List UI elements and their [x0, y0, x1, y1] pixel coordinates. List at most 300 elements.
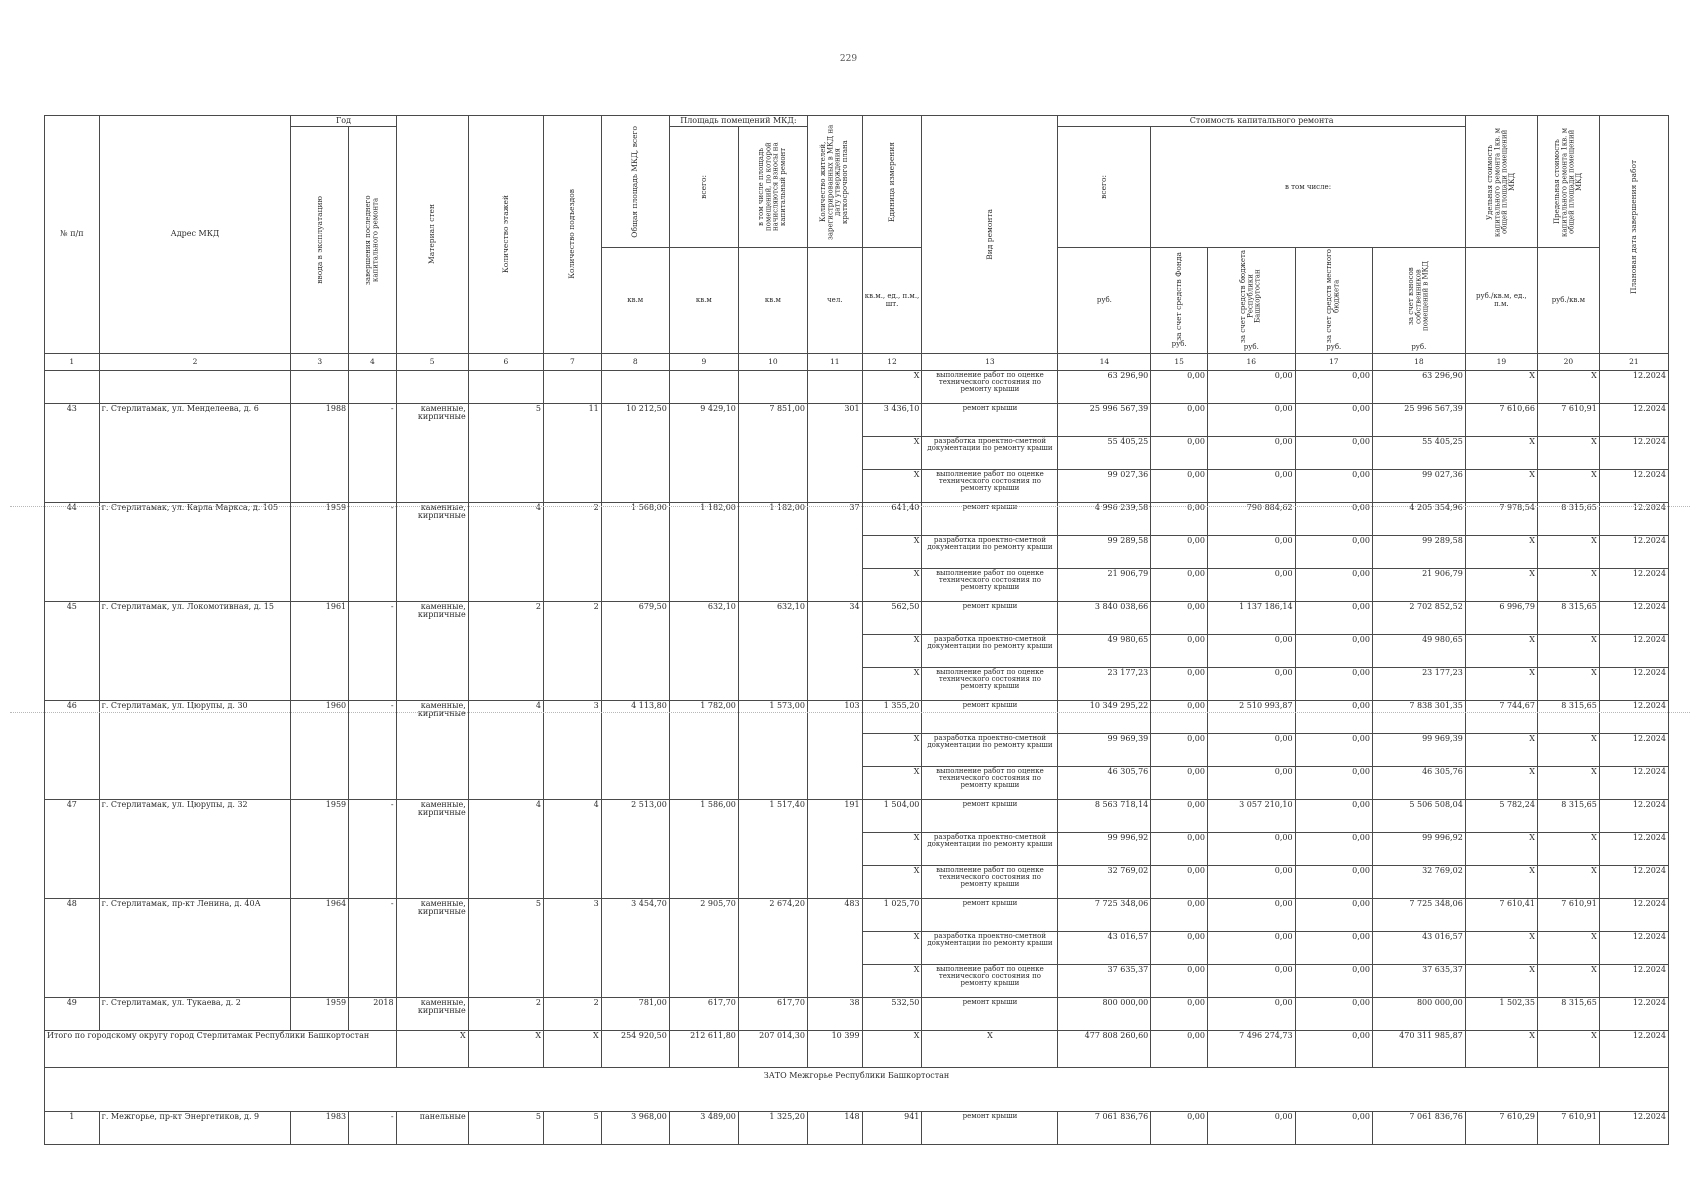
section-title-cell: ЗАТО Межгорье Республики Башкортостан: [45, 1067, 1669, 1111]
deadline-cell: 12.2024: [1599, 370, 1668, 403]
th-residents: Количество жителей, зарегистрированных в МКД на дату утверждения краткосрочного плана: [807, 116, 862, 248]
unit-cell: X: [862, 535, 922, 568]
limit-cost-cell: 8 315,65: [1537, 601, 1599, 634]
cost-fund-cell: 0,00: [1151, 766, 1208, 799]
cost-fund-cell: 0,00: [1151, 997, 1208, 1030]
specific-cost-cell: 7 978,54: [1465, 502, 1537, 535]
deadline-cell: 12.2024: [1599, 469, 1668, 502]
unit-cell: X: [862, 667, 922, 700]
limit-cost-cell: X: [1537, 733, 1599, 766]
total-area-cell: 10 212,50: [601, 403, 669, 502]
residents-cell: 34: [807, 601, 862, 700]
address-cell: г. Стерлитамак, ул. Менделеева, д. 6: [99, 403, 291, 502]
unit-total-area: кв.м: [601, 248, 669, 353]
total-area-cell: 4 113,80: [601, 700, 669, 799]
work-type-cell: выполнение работ по оценке технического состояния по ремонту крыши: [922, 469, 1058, 502]
deadline-cell: 12.2024: [1599, 832, 1668, 865]
cost-owners-cell: 800 000,00: [1372, 997, 1465, 1030]
cost-republic-cell: 0,00: [1207, 535, 1295, 568]
cost-fund-cell: 0,00: [1151, 799, 1208, 832]
residents-cell: 483: [807, 898, 862, 997]
cost-fund-cell: 0,00: [1151, 403, 1208, 436]
th-unit: Единица измерения: [862, 116, 922, 248]
cost-local-cell: 0,00: [1295, 535, 1372, 568]
column-number-cell: 8: [601, 353, 669, 370]
year-built-cell: 1964: [291, 898, 349, 997]
residents-cell: 148: [807, 1111, 862, 1144]
column-number-cell: 17: [1295, 353, 1372, 370]
column-number-cell: 7: [544, 353, 602, 370]
cost-total-cell: 4 996 239,58: [1058, 502, 1151, 535]
specific-cost-cell: X: [1465, 832, 1537, 865]
work-type-cell: ремонт крыши: [922, 799, 1058, 832]
table-row: [45, 997, 1669, 1030]
table-row: [45, 898, 1669, 931]
row-number-cell: 48: [45, 898, 100, 997]
specific-cost-cell: X: [1465, 436, 1537, 469]
work-type-cell: выполнение работ по оценке технического состояния по ремонту крыши: [922, 766, 1058, 799]
entrances-cell: 3: [544, 898, 602, 997]
address-cell: г. Стерлитамак, ул. Тукаева, д. 2: [99, 997, 291, 1030]
deadline-cell: 12.2024: [1599, 502, 1668, 535]
floors-cell: 2: [468, 997, 543, 1030]
cost-local-cell: 0,00: [1295, 502, 1372, 535]
th-limit-cost: Предельная стоимость капитального ремонта 1кв. м общей площади помещений МКД: [1537, 116, 1599, 248]
cost-local-cell: 0,00: [1295, 370, 1372, 403]
empty-cell: [544, 370, 602, 403]
total-area-cell: 3 968,00: [601, 1111, 669, 1144]
limit-cost-cell: X: [1537, 865, 1599, 898]
unit-unit: кв.м., ед., п.м., шт.: [862, 248, 922, 353]
work-type-cell: ремонт крыши: [922, 997, 1058, 1030]
specific-cost-cell: X: [1465, 469, 1537, 502]
unit-cell: 1 355,20: [862, 700, 922, 733]
unit-cell: 641,40: [862, 502, 922, 535]
cost-local-cell: 0,00: [1295, 700, 1372, 733]
table-row: [45, 700, 1669, 733]
cost-republic-cell: 0,00: [1207, 865, 1295, 898]
cost-total-cell: 8 563 718,14: [1058, 799, 1151, 832]
cost-total-cell: 7 061 836,76: [1058, 1111, 1151, 1144]
specific-cost-cell: X: [1465, 634, 1537, 667]
unit-cell: 1 504,00: [862, 799, 922, 832]
column-number-cell: 16: [1207, 353, 1295, 370]
limit-cost-cell: 7 610,91: [1537, 1111, 1599, 1144]
table-row: [45, 370, 1669, 403]
year-built-cell: 1961: [291, 601, 349, 700]
row-number-cell: 47: [45, 799, 100, 898]
cost-total-cell: 99 289,58: [1058, 535, 1151, 568]
empty-cell: [291, 370, 349, 403]
deadline-cell: 12.2024: [1599, 766, 1668, 799]
limit-cost-cell: X: [1537, 568, 1599, 601]
year-built-cell: 1959: [291, 799, 349, 898]
entrances-cell: 2: [544, 502, 602, 601]
column-number-cell: 10: [738, 353, 807, 370]
address-cell: г. Стерлитамак, ул. Цюрупы, д. 30: [99, 700, 291, 799]
unit-cost-owners: за счет взносов собственников помещений в МКД руб.: [1372, 248, 1465, 353]
unit-specific: руб./кв.м, ед., п.м.: [1465, 248, 1537, 353]
year-repair-cell: -: [349, 799, 396, 898]
cost-owners-cell: 99 027,36: [1372, 469, 1465, 502]
cost-owners-cell: 7 061 836,76: [1372, 1111, 1465, 1144]
row-number-cell: 49: [45, 997, 100, 1030]
work-type-cell: выполнение работ по оценке технического состояния по ремонту крыши: [922, 964, 1058, 997]
total-x-cell: X: [544, 1030, 602, 1067]
cost-republic-cell: 0,00: [1207, 898, 1295, 931]
cost-total-cell: 10 349 295,22: [1058, 700, 1151, 733]
total-label-cell: Итого по городскому округу город Стерлитамак Республики Башкортостан: [45, 1030, 397, 1067]
work-type-cell: ремонт крыши: [922, 601, 1058, 634]
work-type-cell: выполнение работ по оценке технического состояния по ремонту крыши: [922, 865, 1058, 898]
work-type-cell: ремонт крыши: [922, 898, 1058, 931]
entrances-cell: 2: [544, 997, 602, 1030]
year-built-cell: 1960: [291, 700, 349, 799]
cost-owners-cell: 7 838 301,35: [1372, 700, 1465, 733]
rooms-area-cell: 632,10: [669, 601, 738, 700]
deadline-cell: 12.2024: [1599, 1111, 1668, 1144]
deadline-cell: 12.2024: [1599, 436, 1668, 469]
unit-rooms-owned: кв.м: [738, 248, 807, 353]
unit-cell: X: [862, 964, 922, 997]
work-type-cell: разработка проектно-сметной документации по ремонту крыши: [922, 436, 1058, 469]
unit-rooms-total: кв.м: [669, 248, 738, 353]
cost-local-cell: 0,00: [1295, 634, 1372, 667]
wall-material-cell: панельные: [396, 1111, 468, 1144]
th-deadline: Плановая дата завершения работ: [1599, 116, 1668, 354]
cost-fund-cell: 0,00: [1151, 535, 1208, 568]
cost-owners-cell: 25 996 567,39: [1372, 403, 1465, 436]
th-rooms-owned: в том числе площадь помещений, по которой начисляются взносы на капитальный ремонт: [738, 127, 807, 248]
total-limit-cell: X: [1537, 1030, 1599, 1067]
entrances-cell: 4: [544, 799, 602, 898]
column-number-cell: 9: [669, 353, 738, 370]
cost-republic-cell: 0,00: [1207, 964, 1295, 997]
cost-total-cell: 63 296,90: [1058, 370, 1151, 403]
cost-republic-cell: 2 510 993,87: [1207, 700, 1295, 733]
limit-cost-cell: X: [1537, 832, 1599, 865]
table-row: [45, 403, 1669, 436]
deadline-cell: 12.2024: [1599, 667, 1668, 700]
deadline-cell: 12.2024: [1599, 634, 1668, 667]
unit-cell: X: [862, 568, 922, 601]
unit-cell: 532,50: [862, 997, 922, 1030]
section-row: [45, 1067, 1669, 1111]
year-built-cell: 1988: [291, 403, 349, 502]
work-type-cell: выполнение работ по оценке технического состояния по ремонту крыши: [922, 370, 1058, 403]
cost-republic-cell: 0,00: [1207, 634, 1295, 667]
th-rooms-total: всего:: [669, 127, 738, 248]
th-cost-total: всего:: [1058, 127, 1151, 248]
table-row: [45, 1111, 1669, 1144]
table-row: [45, 502, 1669, 535]
cost-owners-cell: 99 996,92: [1372, 832, 1465, 865]
work-type-cell: ремонт крыши: [922, 700, 1058, 733]
unit-cost-republic: за счет средств бюджета Республики Башкортостан руб.: [1207, 248, 1295, 353]
unit-cell: X: [862, 766, 922, 799]
deadline-cell: 12.2024: [1599, 403, 1668, 436]
unit-cell: X: [862, 832, 922, 865]
total-fund-cell: 0,00: [1151, 1030, 1208, 1067]
deadline-cell: 12.2024: [1599, 997, 1668, 1030]
empty-cell: [396, 370, 468, 403]
capital-repair-table: [44, 115, 1669, 1145]
cost-republic-cell: 0,00: [1207, 403, 1295, 436]
total-area-cell: 679,50: [601, 601, 669, 700]
cost-local-cell: 0,00: [1295, 766, 1372, 799]
th-wall: Материал стен: [396, 116, 468, 354]
cost-local-cell: 0,00: [1295, 865, 1372, 898]
total-area-cell: 1 568,00: [601, 502, 669, 601]
cost-fund-cell: 0,00: [1151, 436, 1208, 469]
rooms-owned-area-cell: 1 325,20: [738, 1111, 807, 1144]
cost-republic-cell: 0,00: [1207, 766, 1295, 799]
limit-cost-cell: X: [1537, 964, 1599, 997]
table-body: [45, 370, 1669, 1144]
year-built-cell: 1983: [291, 1111, 349, 1144]
limit-cost-cell: X: [1537, 535, 1599, 568]
work-type-cell: разработка проектно-сметной документации по ремонту крыши: [922, 535, 1058, 568]
column-number-cell: 15: [1151, 353, 1208, 370]
year-repair-cell: 2018: [349, 997, 396, 1030]
floors-cell: 5: [468, 403, 543, 502]
total-deadline-cell: 12.2024: [1599, 1030, 1668, 1067]
cost-total-cell: 37 635,37: [1058, 964, 1151, 997]
limit-cost-cell: 8 315,65: [1537, 799, 1599, 832]
work-type-cell: ремонт крыши: [922, 1111, 1058, 1144]
unit-cell: 3 436,10: [862, 403, 922, 436]
cost-republic-cell: 1 137 186,14: [1207, 601, 1295, 634]
year-repair-cell: -: [349, 1111, 396, 1144]
limit-cost-cell: 8 315,65: [1537, 502, 1599, 535]
empty-cell: [669, 370, 738, 403]
limit-cost-cell: X: [1537, 436, 1599, 469]
deadline-cell: 12.2024: [1599, 568, 1668, 601]
page-number: 229: [839, 54, 858, 64]
unit-cell: 941: [862, 1111, 922, 1144]
specific-cost-cell: X: [1465, 370, 1537, 403]
wall-material-cell: каменные, кирпичные: [396, 403, 468, 502]
empty-cell: [468, 370, 543, 403]
cost-total-cell: 800 000,00: [1058, 997, 1151, 1030]
address-cell: г. Стерлитамак, ул. Карла Маркса, д. 105: [99, 502, 291, 601]
deadline-cell: 12.2024: [1599, 700, 1668, 733]
year-repair-cell: -: [349, 403, 396, 502]
specific-cost-cell: X: [1465, 733, 1537, 766]
cost-owners-cell: 21 906,79: [1372, 568, 1465, 601]
unit-cell: 562,50: [862, 601, 922, 634]
rooms-owned-area-cell: 617,70: [738, 997, 807, 1030]
th-group-cost: Стоимость капитального ремонта: [1058, 116, 1465, 127]
column-number-cell: 19: [1465, 353, 1537, 370]
cost-fund-cell: 0,00: [1151, 667, 1208, 700]
floors-cell: 5: [468, 898, 543, 997]
cost-owners-cell: 2 702 852,52: [1372, 601, 1465, 634]
work-type-cell: разработка проектно-сметной документации по ремонту крыши: [922, 931, 1058, 964]
cost-local-cell: 0,00: [1295, 964, 1372, 997]
wall-material-cell: каменные, кирпичные: [396, 898, 468, 997]
cost-fund-cell: 0,00: [1151, 733, 1208, 766]
cost-total-cell: 99 027,36: [1058, 469, 1151, 502]
wall-material-cell: каменные, кирпичные: [396, 601, 468, 700]
cost-owners-cell: 55 405,25: [1372, 436, 1465, 469]
cost-fund-cell: 0,00: [1151, 370, 1208, 403]
residents-cell: 38: [807, 997, 862, 1030]
column-number-cell: 4: [349, 353, 396, 370]
year-repair-cell: -: [349, 601, 396, 700]
address-cell: г. Межгорье, пр-кт Энергетиков, д. 9: [99, 1111, 291, 1144]
cost-republic-cell: 0,00: [1207, 931, 1295, 964]
cost-fund-cell: 0,00: [1151, 502, 1208, 535]
th-group-incl: в том числе:: [1151, 127, 1466, 248]
cost-fund-cell: 0,00: [1151, 964, 1208, 997]
table-row: [45, 601, 1669, 634]
cost-total-cell: 7 725 348,06: [1058, 898, 1151, 931]
residents-cell: 37: [807, 502, 862, 601]
wall-material-cell: каменные, кирпичные: [396, 502, 468, 601]
limit-cost-cell: 8 315,65: [1537, 997, 1599, 1030]
deadline-cell: 12.2024: [1599, 898, 1668, 931]
cost-fund-cell: 0,00: [1151, 1111, 1208, 1144]
row-number-cell: 46: [45, 700, 100, 799]
limit-cost-cell: X: [1537, 766, 1599, 799]
year-built-cell: 1959: [291, 502, 349, 601]
cost-total-cell: 55 405,25: [1058, 436, 1151, 469]
th-floors: Количество этажей: [468, 116, 543, 354]
cost-fund-cell: 0,00: [1151, 634, 1208, 667]
cost-local-cell: 0,00: [1295, 568, 1372, 601]
column-number-cell: 21: [1599, 353, 1668, 370]
row-number-cell: 44: [45, 502, 100, 601]
rooms-area-cell: 3 489,00: [669, 1111, 738, 1144]
entrances-cell: 2: [544, 601, 602, 700]
entrances-cell: 11: [544, 403, 602, 502]
cost-owners-cell: 7 725 348,06: [1372, 898, 1465, 931]
column-numbers-row: [45, 353, 1669, 370]
rooms-area-cell: 2 905,70: [669, 898, 738, 997]
specific-cost-cell: X: [1465, 931, 1537, 964]
cost-owners-cell: 46 305,76: [1372, 766, 1465, 799]
cost-owners-cell: 63 296,90: [1372, 370, 1465, 403]
total-work-cell: X: [922, 1030, 1058, 1067]
unit-cell: 1 025,70: [862, 898, 922, 931]
deadline-cell: 12.2024: [1599, 964, 1668, 997]
limit-cost-cell: X: [1537, 469, 1599, 502]
unit-residents: чел.: [807, 248, 862, 353]
total-specific-cell: X: [1465, 1030, 1537, 1067]
column-number-cell: 11: [807, 353, 862, 370]
entrances-cell: 5: [544, 1111, 602, 1144]
cost-fund-cell: 0,00: [1151, 469, 1208, 502]
column-number-cell: 6: [468, 353, 543, 370]
limit-cost-cell: 7 610,91: [1537, 403, 1599, 436]
row-number-cell: 1: [45, 1111, 100, 1144]
wall-material-cell: каменные, кирпичные: [396, 700, 468, 799]
work-type-cell: выполнение работ по оценке технического состояния по ремонту крыши: [922, 667, 1058, 700]
scan-artifact-line: [10, 506, 1690, 507]
unit-cost-local: за счет средств местного бюджета руб.: [1295, 248, 1372, 353]
table-row: [45, 799, 1669, 832]
column-number-cell: 14: [1058, 353, 1151, 370]
specific-cost-cell: X: [1465, 964, 1537, 997]
unit-cell: X: [862, 469, 922, 502]
scan-artifact-line: [10, 712, 1690, 713]
year-built-cell: 1959: [291, 997, 349, 1030]
cost-total-cell: 99 969,39: [1058, 733, 1151, 766]
cost-total-cell: 99 996,92: [1058, 832, 1151, 865]
cost-local-cell: 0,00: [1295, 931, 1372, 964]
wall-material-cell: каменные, кирпичные: [396, 997, 468, 1030]
unit-cell: X: [862, 931, 922, 964]
total-area-cell: 3 454,70: [601, 898, 669, 997]
column-number-cell: 20: [1537, 353, 1599, 370]
th-total-area: Общая площадь МКД, всего: [601, 116, 669, 248]
entrances-cell: 3: [544, 700, 602, 799]
specific-cost-cell: 7 744,67: [1465, 700, 1537, 733]
rooms-owned-area-cell: 632,10: [738, 601, 807, 700]
cost-local-cell: 0,00: [1295, 898, 1372, 931]
cost-local-cell: 0,00: [1295, 1111, 1372, 1144]
unit-cell: X: [862, 370, 922, 403]
work-type-cell: ремонт крыши: [922, 502, 1058, 535]
cost-fund-cell: 0,00: [1151, 832, 1208, 865]
cost-republic-cell: 0,00: [1207, 733, 1295, 766]
wall-material-cell: каменные, кирпичные: [396, 799, 468, 898]
specific-cost-cell: X: [1465, 766, 1537, 799]
cost-total-cell: 25 996 567,39: [1058, 403, 1151, 436]
total-area-cell: 2 513,00: [601, 799, 669, 898]
rooms-owned-area-cell: 2 674,20: [738, 898, 807, 997]
rooms-area-cell: 1 182,00: [669, 502, 738, 601]
work-type-cell: разработка проектно-сметной документации по ремонту крыши: [922, 733, 1058, 766]
cost-local-cell: 0,00: [1295, 436, 1372, 469]
floors-cell: 4: [468, 799, 543, 898]
address-cell: г. Стерлитамак, ул. Цюрупы, д. 32: [99, 799, 291, 898]
column-number-cell: 1: [45, 353, 100, 370]
deadline-cell: 12.2024: [1599, 601, 1668, 634]
cost-total-cell: 21 906,79: [1058, 568, 1151, 601]
column-number-cell: 18: [1372, 353, 1465, 370]
unit-cell: X: [862, 865, 922, 898]
work-type-cell: ремонт крыши: [922, 403, 1058, 436]
cost-owners-cell: 99 969,39: [1372, 733, 1465, 766]
row-number-cell: 45: [45, 601, 100, 700]
empty-cell: [45, 370, 100, 403]
total-x-cell: X: [396, 1030, 468, 1067]
cost-local-cell: 0,00: [1295, 469, 1372, 502]
th-commission: ввода в эксплуатацию: [291, 127, 349, 353]
cost-local-cell: 0,00: [1295, 667, 1372, 700]
cost-total-cell: 32 769,02: [1058, 865, 1151, 898]
unit-limit: руб./кв.м: [1537, 248, 1599, 353]
work-type-cell: выполнение работ по оценке технического состояния по ремонту крыши: [922, 568, 1058, 601]
cost-owners-cell: 32 769,02: [1372, 865, 1465, 898]
cost-republic-cell: 3 057 210,10: [1207, 799, 1295, 832]
cost-fund-cell: 0,00: [1151, 865, 1208, 898]
cost-fund-cell: 0,00: [1151, 568, 1208, 601]
deadline-cell: 12.2024: [1599, 931, 1668, 964]
cost-owners-cell: 49 980,65: [1372, 634, 1465, 667]
floors-cell: 4: [468, 502, 543, 601]
th-last-repair: завершения последнего капитального ремонта: [349, 127, 396, 353]
th-group-rooms: Площадь помещений МКД:: [669, 116, 807, 127]
cost-local-cell: 0,00: [1295, 601, 1372, 634]
year-repair-cell: -: [349, 502, 396, 601]
cost-local-cell: 0,00: [1295, 799, 1372, 832]
limit-cost-cell: 7 610,91: [1537, 898, 1599, 931]
cost-republic-cell: 0,00: [1207, 997, 1295, 1030]
total-x-cell: X: [468, 1030, 543, 1067]
